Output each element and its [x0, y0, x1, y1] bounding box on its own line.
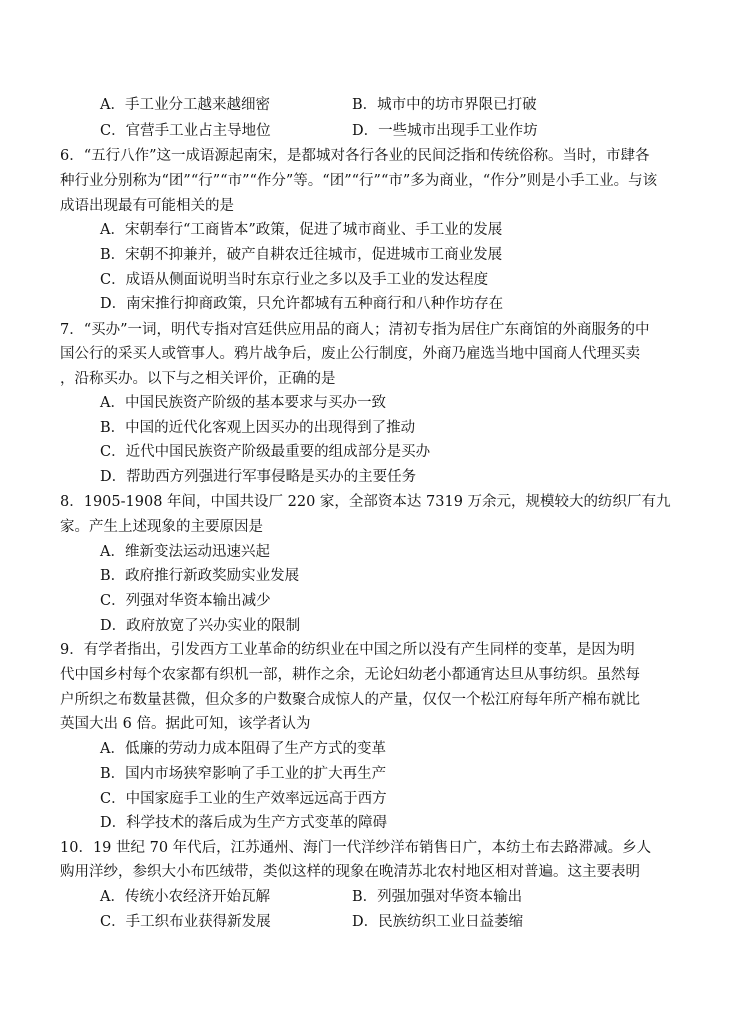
question-6-option-c: C．成语从侧面说明当时东京行业之多以及手工业的发达程度 — [100, 272, 489, 288]
question-9-option-b: B．国内市场狭窄影响了手工业的扩大再生产 — [100, 766, 387, 782]
option-row — [100, 887, 660, 907]
question-10-option-c: C．手工织布业获得新发展 — [100, 914, 271, 930]
question-9-stem-line: 代中国乡村每个农家都有织机一部，耕作之余，无论妇幼老小都通宵达旦从事纺织。虽然每 — [60, 667, 640, 683]
question-10-stem-line: 购用洋纱，参织大小布匹绒带，类似这样的现象在晚清苏北农村地区相对普遍。这主要表明 — [60, 864, 640, 880]
question-8-option-b: B．政府推行新政奖励实业发展 — [100, 568, 300, 584]
option-a: A．手工业分工越来越细密 — [100, 97, 270, 113]
option-c: C．官营手工业占主导地位 — [100, 123, 271, 139]
question-6-stem-line: 种行业分别称为“团”“行”“市”“作分”等。“团”“行”“市”多为商业，“作分”则是小手工业。与该 — [60, 173, 658, 189]
question-8-stem-line: 家。产生上述现象的主要原因是 — [60, 519, 263, 535]
question-10-option-d: D．民族纺织工业日益萎缩 — [352, 914, 524, 930]
option-row — [100, 121, 660, 141]
question-7-option-b: B．中国的近代化客观上因买办的出现得到了推动 — [100, 420, 416, 436]
question-7-stem-line: ，沿称买办。以下与之相关评价，正确的是 — [60, 371, 336, 387]
question-6-option-d: D．南宋推行抑商政策，只允许都城有五种商行和八种作坊存在 — [100, 296, 504, 312]
option-b: B．城市中的坊市界限已打破 — [352, 97, 537, 113]
option-d: D．一些城市出现手工业作坊 — [352, 123, 538, 139]
question-6-stem-line: 6．“五行八作”这一成语源起南宋，是都城对各行各业的民间泛指和传统俗称。当时，市肆各 — [60, 148, 650, 164]
question-9-stem-line: 户所织之布数量甚微，但众多的户数聚合成惊人的产量，仅仅一个松江府每年所产棉布就比 — [60, 692, 640, 708]
question-8-option-a: A．维新变法运动迅速兴起 — [100, 544, 270, 560]
question-9-stem-line: 英国大出 6 倍。据此可知，该学者认为 — [60, 716, 311, 732]
option-row — [100, 95, 660, 115]
question-8-stem-line: 8．1905-1908 年间，中国共设厂 220 家，全部资本达 7319 万余元，规模较大的纺织厂有九 — [60, 494, 671, 510]
question-6-option-a: A．宋朝奉行“工商皆本”政策，促进了城市商业、手工业的发展 — [100, 222, 503, 238]
question-7-stem-line: 国公行的采买人或管事人。鸦片战争后，废止公行制度，外商乃雇选当地中国商人代理买卖 — [60, 346, 640, 362]
question-7-option-d: D．帮助西方列强进行军事侵略是买办的主要任务 — [100, 469, 417, 485]
question-9-option-d: D．科学技术的落后成为生产方式变革的障碍 — [100, 815, 388, 831]
question-6-stem-line: 成语出现最有可能相关的是 — [60, 198, 234, 214]
question-10-option-a: A．传统小农经济开始瓦解 — [100, 889, 270, 905]
question-8-option-d: D．政府放宽了兴办实业的限制 — [100, 618, 301, 634]
question-7-option-c: C．近代中国民族资产阶级最重要的组成部分是买办 — [100, 444, 431, 460]
question-8-option-c: C．列强对华资本输出减少 — [100, 593, 271, 609]
question-10-option-b: B．列强加强对华资本输出 — [352, 889, 523, 905]
question-9-stem-line: 9．有学者指出，引发西方工业革命的纺织业在中国之所以没有产生同样的变革，是因为明 — [60, 642, 635, 658]
question-9-option-c: C．中国家庭手工业的生产效率远远高于西方 — [100, 791, 387, 807]
question-7-option-a: A．中国民族资产阶级的基本要求与买办一致 — [100, 395, 386, 411]
question-9-option-a: A．低廉的劳动力成本阻碍了生产方式的变革 — [100, 741, 386, 757]
option-row — [100, 912, 660, 932]
question-7-stem-line: 7．“买办”一词，明代专指对宫廷供应用品的商人；清初专指为居住广东商馆的外商服务的中 — [60, 322, 650, 338]
question-10-stem-line: 10．19 世纪 70 年代后，江苏通州、海门一代洋纱洋布销售日广，本纺土布去路滞减。乡人 — [60, 840, 652, 856]
question-6-option-b: B．宋朝不抑兼并，破产自耕农迁往城市，促进城市工商业发展 — [100, 247, 503, 263]
